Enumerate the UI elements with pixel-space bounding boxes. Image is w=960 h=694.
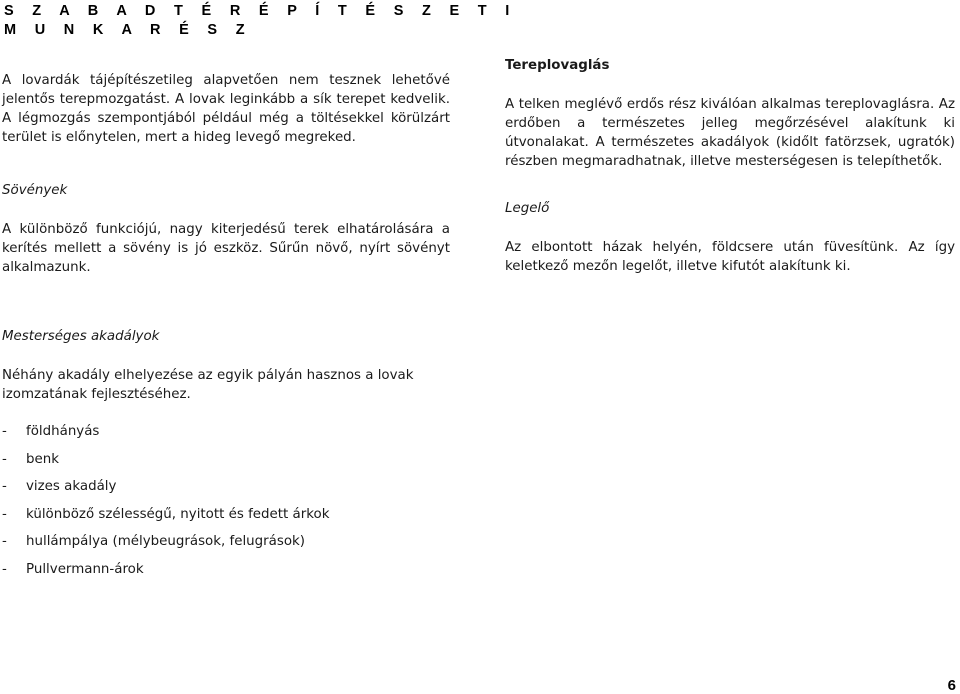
- sovenyek-heading: Sövények: [2, 183, 68, 198]
- sovenyek-paragraph: A különböző funkciójú, nagy kiterjedésű terek elhatárolására a kerítés mellett a sövény is jó eszköz. Sűrűn növő, nyírt sövényt alkalmazunk.: [2, 222, 450, 275]
- tereplovaglas-heading: Tereplovaglás: [505, 58, 610, 73]
- list-item: [2, 477, 457, 505]
- list-item: [2, 422, 457, 450]
- tereplovaglas-paragraph: A telken meglévő erdős rész kiválóan alkalmas tereplovaglásra. Az erdőben a természetes jelleg megőrzésével alakítunk ki útvonalakat. A természetes akadályok (kidőlt fatörzsek, ugratók) részben megmaradhatnak, illetve mesterségesen is telepíthetők.: [505, 97, 955, 169]
- list-item: [2, 505, 457, 533]
- dash-bullet: -: [2, 534, 7, 549]
- dash-bullet: -: [2, 506, 7, 522]
- akadalyok-paragraph: Néhány akadály elhelyezése az egyik pályán hasznos a lovak izomzatának fejlesztéséhez.: [2, 368, 414, 402]
- list-item: [2, 560, 457, 588]
- left-column: [2, 71, 450, 277]
- akadalyok-heading: Mesterséges akadályok: [2, 329, 160, 344]
- dash-bullet: -: [2, 451, 7, 467]
- dash-bullet: -: [2, 561, 7, 577]
- list-item-text: földhányás: [26, 424, 100, 439]
- intro-paragraph: A lovardák tájépítészetileg alapvetően nem tesznek lehetővé jelentős terepmozgatást. A lovak leginkább a sík terepet kedvelik. A légmozgás szempontjából például még a töltésekkel körülzárt terület is előnytelen, mert a hideg levegő megreked.: [2, 73, 450, 145]
- list-item-text: benk: [26, 451, 59, 467]
- list-item-text: vizes akadály: [26, 479, 117, 494]
- bottom-section: [2, 327, 457, 587]
- legelo-heading: Legelő: [505, 201, 550, 216]
- list-item: [2, 532, 457, 560]
- list-item-text: hullámpálya (mélybeugrások, felugrások): [26, 534, 306, 549]
- document-header: [4, 2, 517, 40]
- header-line-1: S Z A B A D T É R É P Í T É S Z E T I: [4, 3, 517, 19]
- dash-bullet: -: [2, 479, 7, 494]
- list-item-text: Pullvermann-árok: [26, 561, 144, 577]
- page-number: 6: [947, 677, 956, 694]
- right-column: [505, 56, 955, 276]
- obstacle-list: [2, 422, 457, 587]
- list-item: [2, 450, 457, 478]
- header-line-2: M U N K A R É S Z: [4, 22, 252, 38]
- list-item-text: különböző szélességű, nyitott és fedett árkok: [26, 506, 330, 522]
- legelo-paragraph: Az elbontott házak helyén, földcsere után füvesítünk. Az így keletkező mezőn legelőt, illetve kifutót alakítunk ki.: [505, 240, 955, 274]
- dash-bullet: -: [2, 424, 7, 439]
